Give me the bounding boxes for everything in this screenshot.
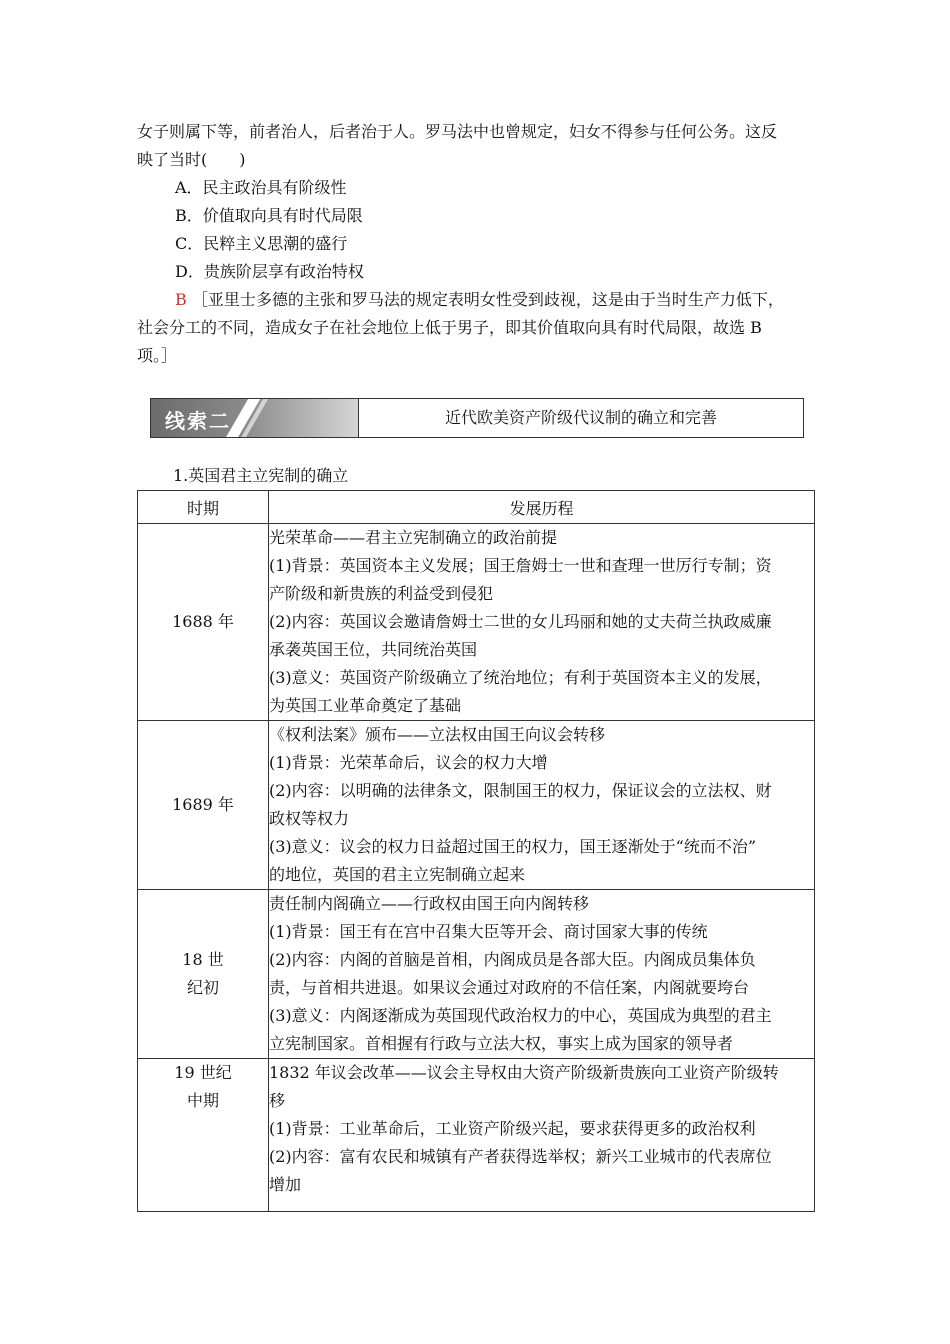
- content-cell: [269, 1059, 815, 1212]
- content-line: 立宪制国家。首相握有行政与立法大权，事实上成为国家的领导者: [269, 1034, 734, 1053]
- answer-explanation-line-1: [175, 286, 855, 314]
- section-title: 1.英国君主立宪制的确立: [173, 466, 349, 485]
- history-table: [137, 490, 815, 1212]
- option-d: D．贵族阶层享有政治特权: [175, 262, 364, 281]
- period-cell: 1689 年: [138, 721, 269, 890]
- option-c: C．民粹主义思潮的盛行: [175, 234, 348, 253]
- content-line: 增加: [269, 1175, 302, 1194]
- question-stem-line-2: 映了当时( ): [137, 150, 246, 169]
- content-line: (3)意义：议会的权力日益超过国王的权力，国王逐渐处于“统而不治”: [269, 837, 757, 856]
- table-row: [138, 1059, 815, 1212]
- content-line: (1)背景：工业革命后，工业资产阶级兴起，要求获得更多的政治权利: [269, 1119, 756, 1138]
- option-a: A．民主政治具有阶级性: [175, 178, 347, 197]
- content-line: (3)意义：内阁逐渐成为英国现代政治权力的中心，英国成为典型的君主: [269, 1006, 772, 1025]
- table-header-row: [138, 491, 815, 524]
- content-line: (1)背景：英国资本主义发展；国王詹姆士一世和查理一世厉行专制；资: [269, 556, 772, 575]
- header-process: 发展历程: [269, 491, 815, 524]
- content-line: 责任制内阁确立——行政权由国王向内阁转移: [269, 894, 590, 913]
- content-line: (1)背景：国王有在宫中召集大臣等开会、商讨国家大事的传统: [269, 922, 708, 941]
- content-line: 《权利法案》颁布——立法权由国王向议会转移: [269, 725, 606, 744]
- answer-explanation-line-3: 项。］: [137, 346, 178, 365]
- content-line: 承袭英国王位，共同统治英国: [269, 640, 478, 659]
- content-line: 政权等权力: [269, 809, 350, 828]
- content-line: 光荣革命——君主立宪制确立的政治前提: [269, 528, 558, 547]
- content-cell: [269, 721, 815, 890]
- header-period: 时期: [138, 491, 269, 524]
- period-line: 中期: [186, 1091, 219, 1110]
- content-line: 的地位，英国的君主立宪制确立起来: [269, 865, 526, 884]
- period-cell: 1688 年: [138, 524, 269, 721]
- content-line: 产阶级和新贵族的利益受到侵犯: [269, 584, 494, 603]
- answer-explanation-line-2: 社会分工的不同，造成女子在社会地位上低于男子，即其价值取向具有时代局限，故选 B: [137, 318, 762, 337]
- explanation-text-1: ［亚里士多德的主张和罗马法的规定表明女性受到歧视，这是由于当时生产力低下，: [191, 290, 784, 309]
- period-cell: [138, 1059, 269, 1212]
- period-line: 18 世: [182, 950, 224, 969]
- table-row: [138, 890, 815, 1059]
- content-cell: [269, 890, 815, 1059]
- clue-tag-label: 线索二: [165, 409, 231, 433]
- content-line: 移: [269, 1091, 286, 1110]
- content-line: (1)背景：光荣革命后，议会的权力大增: [269, 753, 548, 772]
- content-cell: [269, 524, 815, 721]
- content-line: (2)内容：以明确的法律条文，限制国王的权力，保证议会的立法权、财: [269, 781, 772, 800]
- answer-letter: B: [175, 290, 187, 309]
- content-line: (2)内容：内阁的首脑是首相，内阁成员是各部大臣。内阁成员集体负: [269, 950, 756, 969]
- table-row: [138, 524, 815, 721]
- table-row: [138, 721, 815, 890]
- period-cell: [138, 890, 269, 1059]
- content-line: 为英国工业革命奠定了基础: [269, 696, 462, 715]
- question-stem-line-1: 女子则属下等，前者治人，后者治于人。罗马法中也曾规定，妇女不得参与任何公务。这反: [137, 122, 778, 141]
- content-line: (2)内容：富有农民和城镇有产者获得选举权；新兴工业城市的代表席位: [269, 1147, 772, 1166]
- content-line: 1832 年议会改革——议会主导权由大资产阶级新贵族向工业资产阶级转: [269, 1063, 779, 1082]
- clue-title: 近代欧美资产阶级代议制的确立和完善: [444, 408, 717, 427]
- content-line: (3)意义：英国资产阶级确立了统治地位；有利于英国资本主义的发展，: [269, 668, 772, 687]
- option-b: B．价值取向具有时代局限: [175, 206, 363, 225]
- clue-banner: [150, 398, 804, 438]
- content-line: (2)内容：英国议会邀请詹姆士二世的女儿玛丽和她的丈夫荷兰执政威廉: [269, 612, 772, 631]
- clue-tag: [151, 399, 359, 437]
- period-line: 纪初: [186, 978, 219, 997]
- content-line: 责，与首相共进退。如果议会通过对政府的不信任案，内阁就要垮台: [269, 978, 750, 997]
- period-line: 19 世纪: [174, 1063, 232, 1082]
